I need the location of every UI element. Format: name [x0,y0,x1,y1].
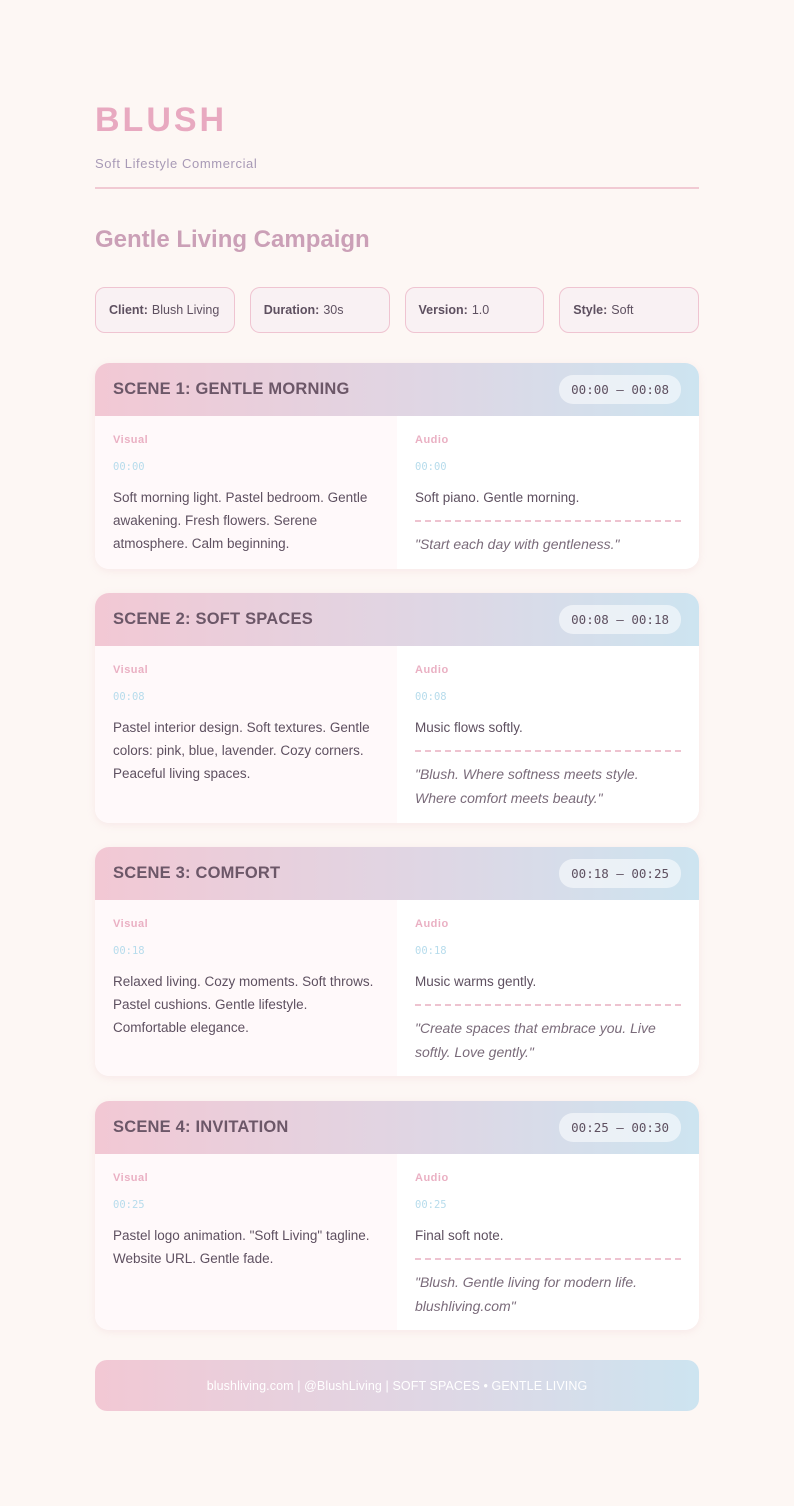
dashed-divider [415,520,681,522]
audio-description: Music flows softly. [415,720,523,735]
scene-header [95,363,699,416]
brand-logo: BLUSH [95,101,228,139]
meta-value: 1.0 [471,303,490,317]
visual-column [95,1154,397,1330]
scene-time-range: 00:00 – 00:08 [559,375,681,404]
meta-style [559,287,699,333]
campaign-title: Gentle Living Campaign [95,226,370,253]
scene-card-4 [95,1101,699,1330]
dashed-divider [415,750,681,752]
brand-tagline: Soft Lifestyle Commercial [95,156,258,171]
visual-timestamp: 00:18 [113,945,145,957]
scene-time-range: 00:25 – 00:30 [559,1113,681,1142]
visual-timestamp: 00:00 [113,461,145,473]
audio-timestamp: 00:18 [415,945,447,957]
scene-card-2 [95,593,699,823]
visual-column [95,646,397,823]
visual-label: Visual [113,434,149,446]
meta-label: Duration: [263,303,320,317]
scene-header [95,847,699,900]
meta-duration [250,287,390,333]
header-divider [95,187,699,189]
voiceover-line: "Blush. Gentle living for modern life. blushliving.com" [415,1274,638,1314]
audio-timestamp: 00:00 [415,461,447,473]
scene-body [95,900,699,1076]
dashed-divider [415,1004,681,1006]
audio-label: Audio [415,664,449,676]
scene-time-range: 00:08 – 00:18 [559,605,681,634]
visual-label: Visual [113,1172,149,1184]
scene-title: SCENE 1: GENTLE MORNING [113,380,350,398]
scene-title: SCENE 4: INVITATION [113,1118,289,1136]
audio-label: Audio [415,434,449,446]
visual-label: Visual [113,918,149,930]
scene-title: SCENE 3: COMFORT [113,864,281,882]
audio-timestamp: 00:25 [415,1199,447,1211]
meta-value: Soft [611,303,634,317]
audio-description: Music warms gently. [415,974,537,989]
meta-value: 30s [323,303,344,317]
scene-card-1 [95,363,699,569]
visual-description: Relaxed living. Cozy moments. Soft throws. Pastel cushions. Gentle lifestyle. Comfortable elegance. [113,974,374,1035]
visual-label: Visual [113,664,149,676]
voiceover-line: "Blush. Where softness meets style. Where comfort meets beauty." [415,766,639,806]
audio-column [397,646,699,823]
scene-header [95,1101,699,1154]
voiceover-line: "Start each day with gentleness." [415,536,620,552]
scene-body [95,646,699,823]
visual-description: Pastel logo animation. "Soft Living" tagline. Website URL. Gentle fade. [113,1228,370,1266]
visual-column [95,900,397,1076]
voiceover-line: "Create spaces that embrace you. Live softly. Love gently." [415,1020,656,1060]
meta-value: Blush Living [151,303,220,317]
audio-column [397,900,699,1076]
meta-label: Version: [418,303,468,317]
visual-description: Soft morning light. Pastel bedroom. Gentle awakening. Fresh flowers. Serene atmosphere. Calm beginning. [113,490,368,551]
visual-timestamp: 00:08 [113,691,145,703]
visual-description: Pastel interior design. Soft textures. Gentle colors: pink, blue, lavender. Cozy corners. Peaceful living spaces. [113,720,370,781]
visual-column [95,416,397,569]
audio-column [397,1154,699,1330]
meta-label: Client: [109,303,148,317]
scene-body [95,416,699,569]
audio-label: Audio [415,918,449,930]
audio-column [397,416,699,569]
audio-description: Final soft note. [415,1228,504,1243]
dashed-divider [415,1258,681,1260]
audio-label: Audio [415,1172,449,1184]
scene-body [95,1154,699,1330]
meta-client [95,287,235,333]
meta-label: Style: [573,303,608,317]
visual-timestamp: 00:25 [113,1199,145,1211]
scene-card-3 [95,847,699,1076]
scene-title: SCENE 2: SOFT SPACES [113,610,313,628]
scene-header [95,593,699,646]
audio-timestamp: 00:08 [415,691,447,703]
footer-banner [95,1360,699,1411]
scene-time-range: 00:18 – 00:25 [559,859,681,888]
meta-version [405,287,545,333]
audio-description: Soft piano. Gentle morning. [415,490,580,505]
meta-row [95,287,699,333]
footer-text: blushliving.com | @BlushLiving | SOFT SPACES • GENTLE LIVING [206,1378,588,1393]
